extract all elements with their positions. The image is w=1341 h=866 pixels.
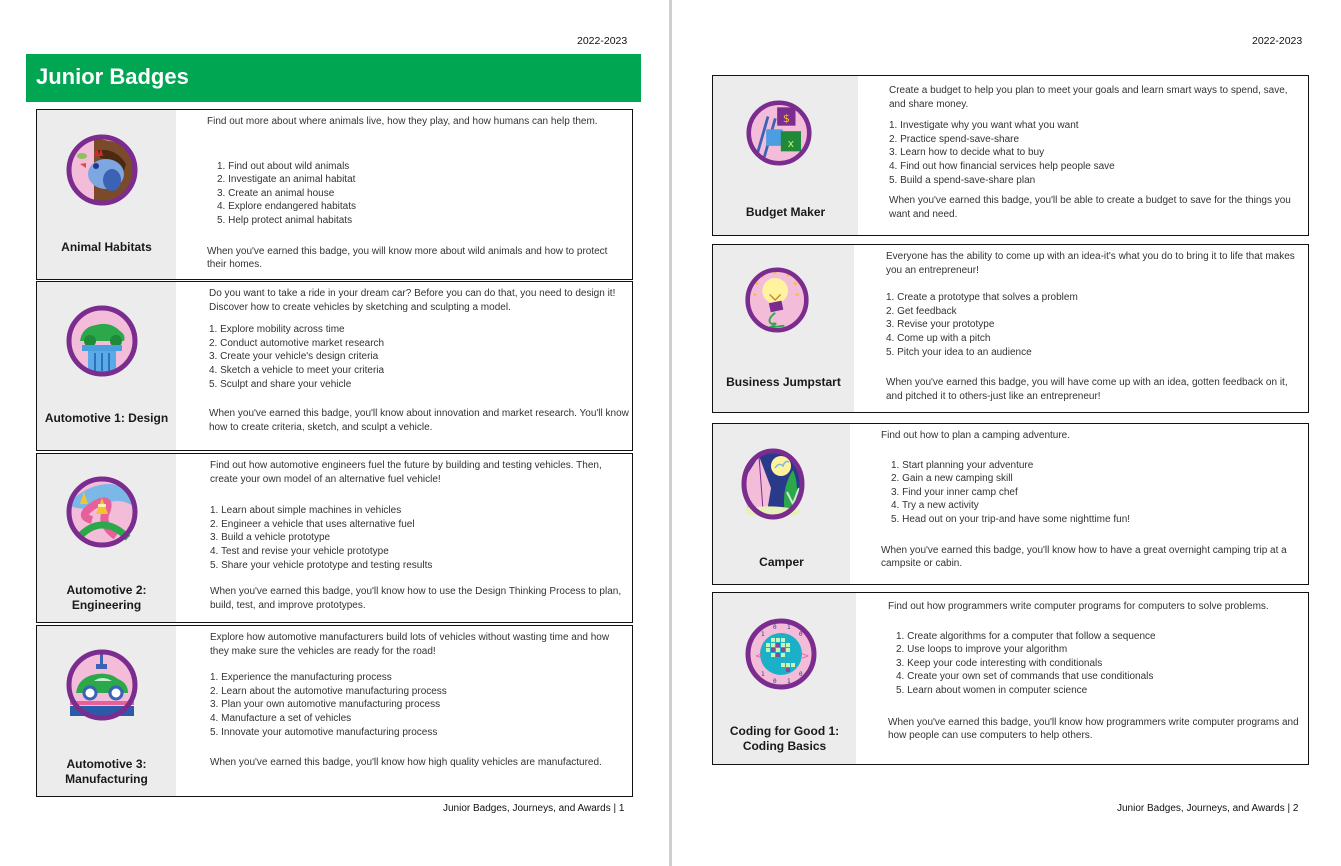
- badge-step: 3. Find your inner camp chef: [891, 486, 1018, 498]
- badge-step: 2. Practice spend-save-share: [889, 133, 1020, 145]
- badge-intro: Create a budget to help you plan to meet your goals and learn smart ways to spend, save, and share money.: [889, 85, 1288, 110]
- badge-step: 1. Create algorithms for a computer that follow a sequence: [896, 630, 1156, 642]
- badge-step: 2. Learn about the automotive manufacturing process: [210, 685, 447, 697]
- pixel-globe-badge-icon: [745, 618, 817, 690]
- badge-intro: Find out more about where animals live, how they play, and how humans can help them.: [207, 116, 598, 127]
- svg-text:$: $: [782, 112, 790, 125]
- badge-steps: [886, 291, 1301, 359]
- badge-step: 5. Innovate your automotive manufacturing process: [210, 726, 438, 738]
- badge-intro: Everyone has the ability to come up with an idea-it's what you do to bring it to life that makes you an entrepreneur!: [886, 251, 1295, 276]
- badge-name: Automotive 1: Design: [44, 411, 169, 425]
- svg-text:1: 1: [787, 678, 791, 685]
- badge-step: 2. Use loops to improve your algorithm: [896, 644, 1068, 656]
- badge-card-coding-for-good-1: [712, 592, 1309, 765]
- badge-step: 4. Create your own set of commands that use conditionals: [896, 671, 1154, 683]
- badge-step: 5. Share your vehicle prototype and testing results: [210, 559, 433, 571]
- badge-steps: [210, 504, 630, 572]
- badge-name: Automotive 2: Engineering: [66, 583, 147, 612]
- badge-outcome: When you've earned this badge, you will have come up with an idea, gotten feedback on it, and pitched it to others-just like an entrepreneur!: [886, 377, 1288, 402]
- badge-step: 4. Explore endangered habitats: [217, 201, 356, 213]
- badge-step: 2. Get feedback: [886, 305, 957, 317]
- badge-outcome: When you've earned this badge, you'll know how programmers write computer programs and how people can use computers to help others.: [888, 716, 1299, 742]
- badge-intro: Find out how automotive engineers fuel the future by building and testing vehicles. Then, create your own model of an alternative fuel vehicle!: [210, 460, 602, 485]
- badge-outcome: When you've earned this badge, you'll know how high quality vehicles are manufactured.: [210, 757, 602, 769]
- svg-text:<: <: [755, 651, 764, 662]
- badge-outcome: When you've earned this badge, you'll be able to create a budget to save for the things you want and need.: [889, 195, 1291, 220]
- badge-outcome: When you've earned this badge, you'll know how to use the Design Thinking Process to plan, build, test, and improve prototypes.: [210, 586, 622, 611]
- badge-card-camper: [712, 423, 1309, 585]
- badge-intro: Do you want to take a ride in your dream car? Before you can do that, you need to design it! Discover how to create vehicles by sketching and sculpting a model.: [209, 288, 616, 313]
- svg-text:>: >: [801, 651, 810, 662]
- badge-step: 5. Help protect animal habitats: [217, 214, 353, 226]
- badge-outcome: When you've earned this badge, you'll know about innovation and market research. You'll know how to create criteria, sketch, and sculpt a vehicle.: [209, 408, 629, 433]
- badge-step: 1. Create a prototype that solves a problem: [886, 292, 1078, 304]
- badge-outcome: When you've earned this badge, you'll know how to have a great overnight camping trip at a campsite or cabin.: [881, 544, 1287, 570]
- badge-steps: [888, 630, 1306, 698]
- badge-step: 5. Head out on your trip-and have some nighttime fun!: [891, 513, 1131, 525]
- badge-card-animal-habitats: [36, 109, 633, 280]
- badge-steps: [207, 160, 627, 228]
- badge-step: 4. Manufacture a set of vehicles: [210, 712, 352, 724]
- badge-step: 3. Learn how to decide what to buy: [889, 147, 1045, 159]
- section-banner: [26, 54, 641, 102]
- svg-text:x: x: [787, 136, 795, 150]
- badge-step: 3. Keep your code interesting with conditionals: [896, 657, 1103, 669]
- badge-step: 2. Investigate an animal habitat: [217, 174, 356, 186]
- badge-steps: [881, 459, 1301, 527]
- badge-step: 1. Find out about wild animals: [217, 160, 350, 172]
- badge-step: 5. Learn about women in computer science: [896, 684, 1088, 696]
- svg-text:1: 1: [761, 671, 765, 678]
- badge-intro: Find out how to plan a camping adventure.: [881, 430, 1071, 441]
- steering-wheel-badge-icon: [66, 476, 138, 548]
- page-divider: [669, 0, 672, 866]
- badge-name: Business Jumpstart: [726, 375, 841, 389]
- badge-intro: Find out how programmers write computer programs for computers to solve problems.: [888, 601, 1269, 612]
- badge-step: 1. Explore mobility across time: [209, 324, 345, 336]
- badge-card-automotive-1: [36, 281, 633, 451]
- svg-text:0: 0: [799, 631, 803, 638]
- badge-step: 1. Start planning your adventure: [891, 459, 1034, 471]
- svg-text:0: 0: [773, 678, 777, 685]
- badge-step: 5. Sculpt and share your vehicle: [209, 378, 352, 390]
- badge-step: 1. Experience the manufacturing process: [210, 672, 392, 684]
- car-pedestal-badge-icon: [66, 305, 138, 377]
- svg-text:0: 0: [773, 624, 777, 631]
- car-assembly-badge-icon: [66, 649, 138, 721]
- lightbulb-badge-icon: [744, 266, 810, 334]
- page-1-year: 2022-2023: [577, 35, 628, 47]
- page-title: Junior Badges: [36, 64, 189, 89]
- badge-step: 3. Create an animal house: [217, 187, 335, 199]
- badge-step: 3. Revise your prototype: [886, 319, 995, 331]
- page-1-footer: Junior Badges, Journeys, and Awards | 1: [443, 803, 625, 814]
- badge-steps: [210, 671, 630, 739]
- badge-card-business-jumpstart: [712, 244, 1309, 413]
- page-2-footer: Junior Badges, Journeys, and Awards | 2: [1117, 803, 1299, 814]
- badge-step: 4. Sketch a vehicle to meet your criteria: [209, 364, 385, 376]
- badge-outcome: When you've earned this badge, you will know more about wild animals and how to protect their homes.: [207, 245, 608, 271]
- badge-step: 3. Plan your own automotive manufacturing process: [210, 699, 441, 711]
- badge-step: 5. Pitch your idea to an audience: [886, 346, 1032, 358]
- blocks-badge-icon: [746, 100, 812, 166]
- badge-steps: [889, 119, 1299, 187]
- badge-card-budget-maker: [712, 75, 1309, 236]
- badge-card-automotive-2: [36, 453, 633, 623]
- badge-step: 1. Investigate why you want what you want: [889, 120, 1079, 132]
- badge-step: 4. Test and revise your vehicle prototype: [210, 545, 389, 557]
- badge-name: Automotive 3: Manufacturing: [65, 757, 148, 786]
- badge-step: 3. Create your vehicle's design criteria: [209, 351, 379, 363]
- badge-name: Budget Maker: [745, 205, 826, 219]
- badge-name: Camper: [759, 555, 804, 569]
- svg-text:0: 0: [799, 671, 803, 678]
- badge-name: Coding for Good 1: Coding Basics: [729, 724, 840, 753]
- badge-card-automotive-3: [36, 625, 633, 797]
- badge-steps: [209, 323, 629, 391]
- svg-text:1: 1: [761, 631, 765, 638]
- badge-step: 4. Try a new activity: [891, 500, 979, 512]
- badge-step: 2. Conduct automotive market research: [209, 337, 385, 349]
- page-2-year: 2022-2023: [1252, 35, 1303, 47]
- badge-step: 4. Come up with a pitch: [886, 332, 991, 344]
- badge-step: 4. Find out how financial services help people save: [889, 160, 1115, 172]
- badge-intro: Explore how automotive manufacturers build lots of vehicles without wasting time and how they make sure the vehicles are ready for the road!: [210, 632, 610, 657]
- badge-name: Animal Habitats: [61, 240, 152, 254]
- badge-step: 5. Build a spend-save-share plan: [889, 174, 1036, 186]
- badge-step: 2. Gain a new camping skill: [891, 473, 1013, 485]
- badge-step: 3. Build a vehicle prototype: [210, 532, 331, 544]
- badge-step: 1. Learn about simple machines in vehicles: [210, 505, 402, 517]
- bird-badge-icon: [66, 134, 138, 206]
- svg-text:1: 1: [787, 624, 791, 631]
- badge-step: 2. Engineer a vehicle that uses alternative fuel: [210, 518, 415, 530]
- tent-badge-icon: [741, 448, 805, 520]
